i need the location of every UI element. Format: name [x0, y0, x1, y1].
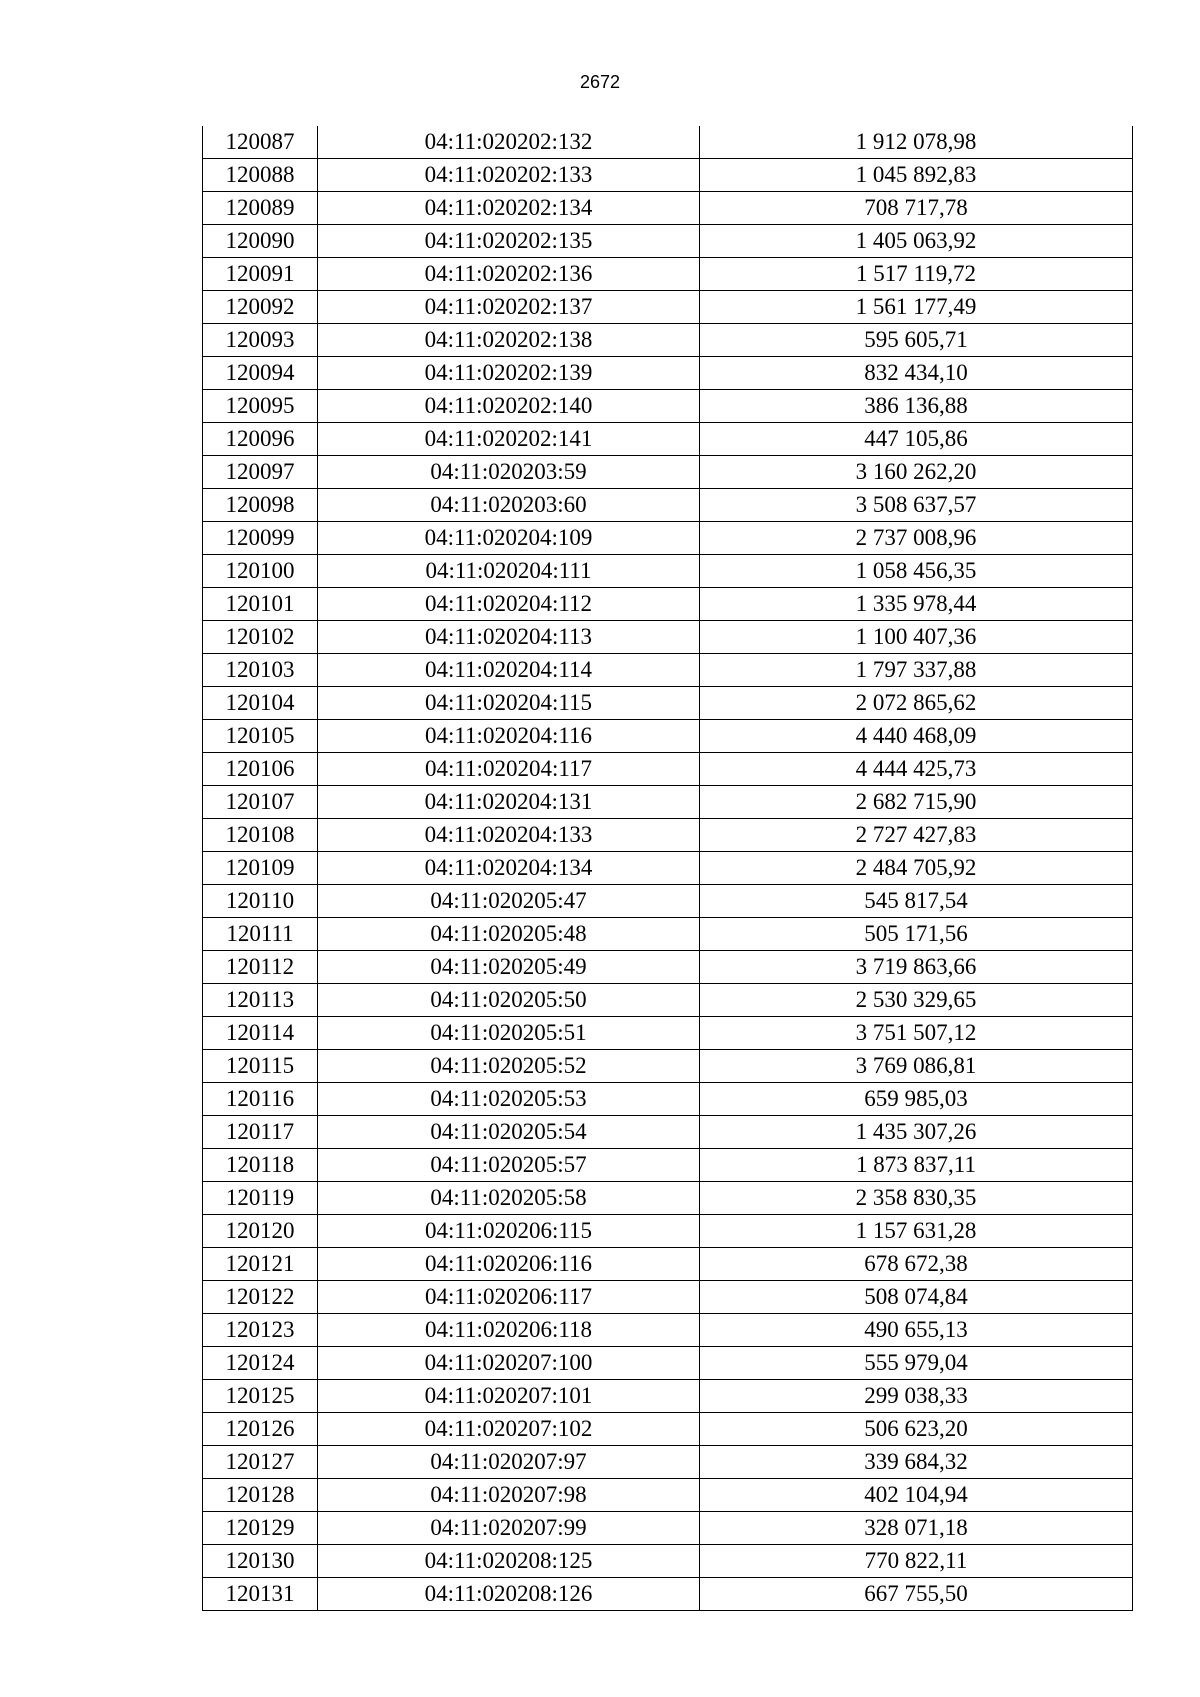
cadastral-number-cell: 04:11:020206:115: [318, 1215, 700, 1248]
cadastral-number-cell: 04:11:020204:111: [318, 555, 700, 588]
row-number-cell: 120129: [203, 1512, 318, 1545]
table-row: [203, 522, 1133, 555]
cadastral-value-cell: 299 038,33: [700, 1380, 1133, 1413]
cadastral-value-cell: 1 335 978,44: [700, 588, 1133, 621]
row-number-cell: 120107: [203, 786, 318, 819]
table-row: [203, 225, 1133, 258]
table-row: [203, 918, 1133, 951]
cadastral-value-cell: 2 484 705,92: [700, 852, 1133, 885]
cadastral-value-cell: 1 405 063,92: [700, 225, 1133, 258]
cadastral-value-cell: 505 171,56: [700, 918, 1133, 951]
cadastral-value-cell: 832 434,10: [700, 357, 1133, 390]
cadastral-value-cell: 508 074,84: [700, 1281, 1133, 1314]
row-number-cell: 120100: [203, 555, 318, 588]
cadastral-number-cell: 04:11:020202:140: [318, 390, 700, 423]
table-row: [203, 192, 1133, 225]
cadastral-value-cell: 1 912 078,98: [700, 126, 1133, 159]
row-number-cell: 120103: [203, 654, 318, 687]
row-number-cell: 120110: [203, 885, 318, 918]
cadastral-value-cell: 1 797 337,88: [700, 654, 1133, 687]
row-number-cell: 120124: [203, 1347, 318, 1380]
table-row: [203, 324, 1133, 357]
row-number-cell: 120114: [203, 1017, 318, 1050]
cadastral-value-cell: 3 719 863,66: [700, 951, 1133, 984]
cadastral-number-cell: 04:11:020204:117: [318, 753, 700, 786]
table-row: [203, 1578, 1133, 1611]
cadastral-number-cell: 04:11:020204:116: [318, 720, 700, 753]
cadastral-number-cell: 04:11:020205:47: [318, 885, 700, 918]
page-number: 2672: [579, 72, 621, 92]
table-row: [203, 687, 1133, 720]
cadastral-value-cell: 2 737 008,96: [700, 522, 1133, 555]
table-row: [203, 819, 1133, 852]
row-number-cell: 120126: [203, 1413, 318, 1446]
cadastral-number-cell: 04:11:020207:99: [318, 1512, 700, 1545]
table-row: [203, 720, 1133, 753]
row-number-cell: 120091: [203, 258, 318, 291]
cadastral-number-cell: 04:11:020205:52: [318, 1050, 700, 1083]
cadastral-value-cell: 3 769 086,81: [700, 1050, 1133, 1083]
cadastral-number-cell: 04:11:020203:60: [318, 489, 700, 522]
cadastral-number-cell: 04:11:020205:58: [318, 1182, 700, 1215]
cadastral-number-cell: 04:11:020207:100: [318, 1347, 700, 1380]
cadastral-number-cell: 04:11:020207:98: [318, 1479, 700, 1512]
cadastral-value-cell: 659 985,03: [700, 1083, 1133, 1116]
cadastral-value-cell: 1 517 119,72: [700, 258, 1133, 291]
cadastral-number-cell: 04:11:020202:141: [318, 423, 700, 456]
cadastral-number-cell: 04:11:020206:117: [318, 1281, 700, 1314]
table-row: [203, 489, 1133, 522]
cadastral-value-cell: 4 444 425,73: [700, 753, 1133, 786]
table-row: [203, 423, 1133, 456]
row-number-cell: 120098: [203, 489, 318, 522]
cadastral-number-cell: 04:11:020205:48: [318, 918, 700, 951]
cadastral-value-cell: 2 530 329,65: [700, 984, 1133, 1017]
row-number-cell: 120094: [203, 357, 318, 390]
table-row: [203, 357, 1133, 390]
table-row: [203, 885, 1133, 918]
cadastral-value-cell: 1 435 307,26: [700, 1116, 1133, 1149]
cadastral-value-cell: 1 873 837,11: [700, 1149, 1133, 1182]
table-row: [203, 1479, 1133, 1512]
row-number-cell: 120092: [203, 291, 318, 324]
row-number-cell: 120099: [203, 522, 318, 555]
table-row: [203, 1215, 1133, 1248]
row-number-cell: 120128: [203, 1479, 318, 1512]
cadastral-value-cell: 490 655,13: [700, 1314, 1133, 1347]
cadastral-value-cell: 2 682 715,90: [700, 786, 1133, 819]
table-row: [203, 1182, 1133, 1215]
cadastral-number-cell: 04:11:020205:50: [318, 984, 700, 1017]
cadastral-value-cell: 1 100 407,36: [700, 621, 1133, 654]
cadastral-number-cell: 04:11:020202:138: [318, 324, 700, 357]
cadastral-number-cell: 04:11:020202:139: [318, 357, 700, 390]
cadastral-number-cell: 04:11:020202:133: [318, 159, 700, 192]
cadastral-number-cell: 04:11:020204:131: [318, 786, 700, 819]
table-row: [203, 1314, 1133, 1347]
cadastral-value-cell: 4 440 468,09: [700, 720, 1133, 753]
cadastral-value-cell: 506 623,20: [700, 1413, 1133, 1446]
table-row: [203, 1380, 1133, 1413]
row-number-cell: 120090: [203, 225, 318, 258]
table-row: [203, 159, 1133, 192]
table-row: [203, 1413, 1133, 1446]
cadastral-value-cell: 447 105,86: [700, 423, 1133, 456]
cadastral-number-cell: 04:11:020204:115: [318, 687, 700, 720]
table-row: [203, 984, 1133, 1017]
row-number-cell: 120088: [203, 159, 318, 192]
cadastral-value-cell: 667 755,50: [700, 1578, 1133, 1611]
table-row: [203, 291, 1133, 324]
cadastral-number-cell: 04:11:020202:135: [318, 225, 700, 258]
cadastral-number-cell: 04:11:020204:112: [318, 588, 700, 621]
cadastral-number-cell: 04:11:020204:114: [318, 654, 700, 687]
table-row: [203, 1512, 1133, 1545]
row-number-cell: 120093: [203, 324, 318, 357]
cadastral-value-cell: 595 605,71: [700, 324, 1133, 357]
row-number-cell: 120127: [203, 1446, 318, 1479]
row-number-cell: 120118: [203, 1149, 318, 1182]
row-number-cell: 120119: [203, 1182, 318, 1215]
table-row: [203, 753, 1133, 786]
row-number-cell: 120123: [203, 1314, 318, 1347]
cadastral-number-cell: 04:11:020205:53: [318, 1083, 700, 1116]
table-row: [203, 951, 1133, 984]
row-number-cell: 120105: [203, 720, 318, 753]
row-number-cell: 120101: [203, 588, 318, 621]
row-number-cell: 120116: [203, 1083, 318, 1116]
cadastral-number-cell: 04:11:020204:134: [318, 852, 700, 885]
cadastral-number-cell: 04:11:020205:57: [318, 1149, 700, 1182]
table-row: [203, 1446, 1133, 1479]
row-number-cell: 120096: [203, 423, 318, 456]
row-number-cell: 120087: [203, 126, 318, 159]
cadastral-number-cell: 04:11:020208:125: [318, 1545, 700, 1578]
cadastral-number-cell: 04:11:020207:97: [318, 1446, 700, 1479]
cadastral-number-cell: 04:11:020207:101: [318, 1380, 700, 1413]
row-number-cell: 120102: [203, 621, 318, 654]
row-number-cell: 120115: [203, 1050, 318, 1083]
cadastral-value-cell: 1 058 456,35: [700, 555, 1133, 588]
cadastral-number-cell: 04:11:020206:118: [318, 1314, 700, 1347]
cadastral-number-cell: 04:11:020207:102: [318, 1413, 700, 1446]
row-number-cell: 120130: [203, 1545, 318, 1578]
cadastral-number-cell: 04:11:020206:116: [318, 1248, 700, 1281]
table-row: [203, 1083, 1133, 1116]
table-row: [203, 126, 1133, 159]
row-number-cell: 120125: [203, 1380, 318, 1413]
cadastral-value-cell: 3 160 262,20: [700, 456, 1133, 489]
cadastral-number-cell: 04:11:020205:51: [318, 1017, 700, 1050]
row-number-cell: 120111: [203, 918, 318, 951]
row-number-cell: 120112: [203, 951, 318, 984]
cadastral-number-cell: 04:11:020205:54: [318, 1116, 700, 1149]
row-number-cell: 120095: [203, 390, 318, 423]
row-number-cell: 120089: [203, 192, 318, 225]
table-body: [203, 126, 1133, 1611]
cadastral-value-cell: 678 672,38: [700, 1248, 1133, 1281]
row-number-cell: 120121: [203, 1248, 318, 1281]
cadastral-value-cell: 2 072 865,62: [700, 687, 1133, 720]
table-row: [203, 621, 1133, 654]
table-row: [203, 1050, 1133, 1083]
table-row: [203, 1248, 1133, 1281]
table-row: [203, 1149, 1133, 1182]
cadastral-value-cell: 402 104,94: [700, 1479, 1133, 1512]
cadastral-number-cell: 04:11:020208:126: [318, 1578, 700, 1611]
row-number-cell: 120113: [203, 984, 318, 1017]
table-row: [203, 1545, 1133, 1578]
cadastral-value-cell: 545 817,54: [700, 885, 1133, 918]
cadastral-value-cell: 2 358 830,35: [700, 1182, 1133, 1215]
row-number-cell: 120097: [203, 456, 318, 489]
table-row: [203, 852, 1133, 885]
cadastral-number-cell: 04:11:020202:132: [318, 126, 700, 159]
cadastral-value-cell: 386 136,88: [700, 390, 1133, 423]
row-number-cell: 120109: [203, 852, 318, 885]
cadastral-value-cell: 3 751 507,12: [700, 1017, 1133, 1050]
table-row: [203, 390, 1133, 423]
row-number-cell: 120120: [203, 1215, 318, 1248]
table-row: [203, 1017, 1133, 1050]
table-row: [203, 654, 1133, 687]
table-row: [203, 588, 1133, 621]
cadastral-value-cell: 328 071,18: [700, 1512, 1133, 1545]
cadastral-value-table: [202, 126, 1133, 1611]
table-row: [203, 258, 1133, 291]
row-number-cell: 120131: [203, 1578, 318, 1611]
row-number-cell: 120108: [203, 819, 318, 852]
cadastral-value-cell: 1 157 631,28: [700, 1215, 1133, 1248]
cadastral-value-cell: 1 045 892,83: [700, 159, 1133, 192]
row-number-cell: 120122: [203, 1281, 318, 1314]
cadastral-number-cell: 04:11:020202:136: [318, 258, 700, 291]
cadastral-value-cell: 2 727 427,83: [700, 819, 1133, 852]
cadastral-value-cell: 555 979,04: [700, 1347, 1133, 1380]
table-row: [203, 1347, 1133, 1380]
cadastral-number-cell: 04:11:020202:134: [318, 192, 700, 225]
cadastral-number-cell: 04:11:020204:133: [318, 819, 700, 852]
cadastral-number-cell: 04:11:020205:49: [318, 951, 700, 984]
table-row: [203, 1281, 1133, 1314]
cadastral-number-cell: 04:11:020203:59: [318, 456, 700, 489]
cadastral-number-cell: 04:11:020202:137: [318, 291, 700, 324]
cadastral-value-cell: 3 508 637,57: [700, 489, 1133, 522]
table-row: [203, 456, 1133, 489]
table-row: [203, 1116, 1133, 1149]
table-row: [203, 786, 1133, 819]
row-number-cell: 120104: [203, 687, 318, 720]
row-number-cell: 120106: [203, 753, 318, 786]
cadastral-number-cell: 04:11:020204:109: [318, 522, 700, 555]
cadastral-value-cell: 339 684,32: [700, 1446, 1133, 1479]
cadastral-value-cell: 770 822,11: [700, 1545, 1133, 1578]
row-number-cell: 120117: [203, 1116, 318, 1149]
cadastral-value-cell: 708 717,78: [700, 192, 1133, 225]
table-row: [203, 555, 1133, 588]
cadastral-number-cell: 04:11:020204:113: [318, 621, 700, 654]
cadastral-value-cell: 1 561 177,49: [700, 291, 1133, 324]
